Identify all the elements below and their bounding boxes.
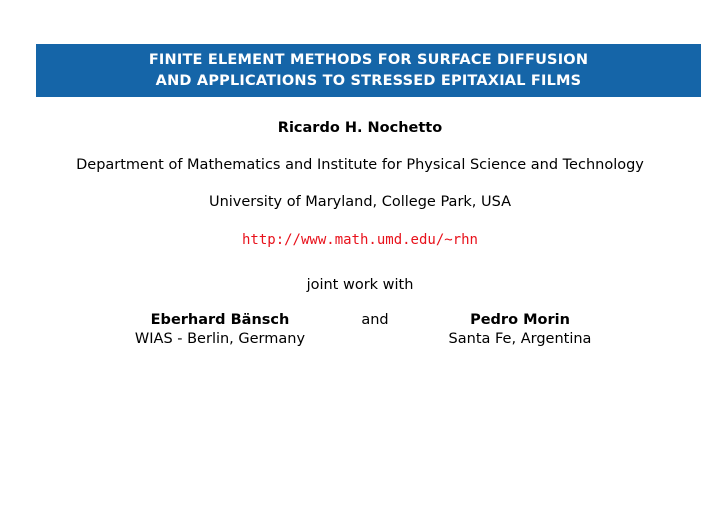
author-homepage-link[interactable]: http://www.math.umd.edu/~rhn	[241, 232, 478, 248]
title-banner	[36, 44, 701, 97]
collaborator-2	[410, 312, 630, 347]
conjunction-and: and	[361, 312, 389, 328]
title-line-1: FINITE ELEMENT METHODS FOR SURFACE DIFFUSION	[148, 51, 589, 68]
collaborator-1	[110, 312, 330, 347]
joint-work-label: joint work with	[306, 277, 414, 293]
title-line-2: AND APPLICATIONS TO STRESSED EPITAXIAL FILMS	[155, 72, 582, 89]
author-name: Ricardo H. Nochetto	[277, 120, 443, 136]
collaborator-2-affiliation: Santa Fe, Argentina	[448, 331, 592, 347]
author-department: Department of Mathematics and Institute for Physical Science and Technology	[76, 157, 644, 173]
collaborator-2-name: Pedro Morin	[470, 312, 570, 328]
collaborator-1-name: Eberhard Bänsch	[150, 312, 290, 328]
author-university: University of Maryland, College Park, USA	[208, 194, 512, 210]
collaborator-1-affiliation: WIAS - Berlin, Germany	[134, 331, 306, 347]
